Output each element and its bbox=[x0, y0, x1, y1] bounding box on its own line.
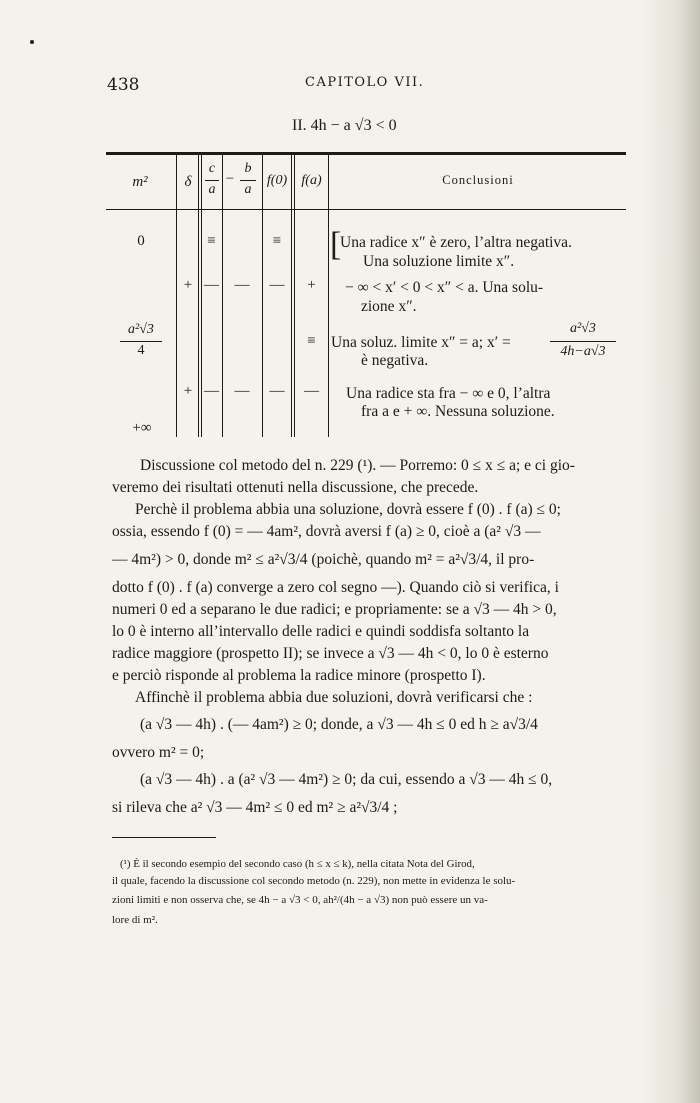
paragraph-2-line-4: dotto f (0) . f (a) converge a zero col segno —). Quando ciò si verifica, i bbox=[112, 579, 559, 596]
row4-minus-b-over-a: — bbox=[234, 383, 250, 399]
paragraph-3-line-1: Affinchè il problema abbia due soluzioni, dovrà verificarsi che : bbox=[135, 689, 533, 706]
footnote-line-2: il quale, facendo la discussione col secondo metodo (n. 229), non mette in evidenza le solu- bbox=[112, 875, 516, 887]
row3-fa: ≡ bbox=[307, 333, 316, 349]
paragraph-2-line-6: lo 0 è interno all’intervallo delle radici e quindi soddisfa soltanto la bbox=[112, 623, 530, 640]
row3-conclusion-line1: Una soluz. limite x″ = a; x′ = bbox=[331, 334, 511, 351]
table-column-divider bbox=[198, 155, 199, 437]
paragraph-1-line-1: Discussione col metodo del n. 229 (¹). — Porremo: 0 ≤ x ≤ a; e ci gio- bbox=[140, 457, 575, 474]
col-header-c-num: c bbox=[208, 161, 216, 176]
row4-fa: — bbox=[304, 383, 319, 399]
page-number: 438 bbox=[107, 75, 140, 95]
row1-m2: 0 bbox=[137, 233, 145, 249]
running-head: CAPITOLO VII. bbox=[305, 75, 425, 90]
row2-minus-b-over-a: — bbox=[234, 277, 250, 293]
fraction-bar bbox=[205, 180, 219, 181]
row1-conclusion-line2: Una soluzione limite x″. bbox=[363, 253, 515, 270]
row3-m2-numerator: a²√3 bbox=[128, 322, 154, 337]
ink-speck bbox=[30, 40, 34, 44]
row1-c-over-a: ≡ bbox=[207, 233, 216, 249]
col-header-delta: δ bbox=[184, 174, 192, 190]
row2-conclusion-line1: − ∞ < x′ < 0 < x″ < a. Una solu- bbox=[345, 279, 544, 296]
row3-fraction-numerator: a²√3 bbox=[570, 321, 596, 336]
row2-f0: — bbox=[269, 277, 285, 293]
table-top-rule bbox=[106, 152, 626, 155]
row3-m2-denominator: 4 bbox=[137, 343, 145, 358]
equation-1-tail: ovvero m² = 0; bbox=[112, 744, 205, 761]
footnote-line-3: zioni limiti e non osserva che, se 4h − a √3 < 0, ah²/(4h − a √3) non può essere un va- bbox=[112, 894, 488, 906]
row3-fraction-denominator: 4h−a√3 bbox=[560, 344, 606, 359]
col-header-conclusions: Conclusioni bbox=[442, 173, 514, 187]
bracket: [ bbox=[330, 226, 342, 263]
col-header-c-den: a bbox=[208, 182, 216, 197]
footnote-rule bbox=[112, 837, 216, 838]
row5-m2: +∞ bbox=[132, 420, 152, 436]
paragraph-2-line-5: numeri 0 ed a separano le due radici; e propriamente: se a √3 — 4h > 0, bbox=[112, 601, 557, 618]
row2-fa: + bbox=[307, 277, 316, 293]
paragraph-2-line-8: e perciò risponde al problema la radice minore (prospetto I). bbox=[112, 667, 486, 684]
minus-sign: − bbox=[225, 171, 235, 187]
page-edge-shadow bbox=[642, 0, 700, 1103]
col-header-fa: f(a) bbox=[301, 173, 322, 188]
row1-conclusion-line1: Una radice x″ è zero, l’altra negativa. bbox=[340, 234, 572, 251]
equation-1: (a √3 — 4h) . (— 4am²) ≥ 0; donde, a √3 — 4h ≤ 0 ed h ≥ a√3/4 bbox=[140, 716, 538, 733]
table-column-divider bbox=[328, 155, 329, 437]
section-heading: II. 4h − a √3 < 0 bbox=[292, 117, 397, 134]
footnote-line-1: (¹) È il secondo esempio del secondo caso (h ≤ x ≤ k), nella citata Nota del Girod, bbox=[120, 858, 475, 870]
table-column-divider bbox=[176, 155, 177, 437]
row4-conclusion-line2: fra a e + ∞. Nessuna soluzione. bbox=[361, 403, 555, 420]
fraction-bar bbox=[240, 180, 256, 181]
row4-f0: — bbox=[269, 383, 285, 399]
row1-f0: ≡ bbox=[272, 233, 282, 249]
col-header-b-den: a bbox=[244, 182, 252, 197]
row4-delta: + bbox=[183, 383, 193, 399]
col-header-b-num: b bbox=[244, 161, 252, 176]
table-header-rule bbox=[106, 209, 626, 210]
paragraph-2-line-7: radice maggiore (prospetto II); se invece a √3 — 4h < 0, lo 0 è esterno bbox=[112, 645, 549, 662]
row2-conclusion-line2: zione x″. bbox=[361, 298, 417, 315]
footnote-line-4: lore di m². bbox=[112, 914, 158, 926]
col-header-f0: f(0) bbox=[266, 173, 288, 188]
row4-c-over-a: — bbox=[204, 383, 219, 399]
row2-c-over-a: — bbox=[204, 277, 219, 293]
equation-2-tail: si rileva che a² √3 — 4m² ≤ 0 ed m² ≥ a²√3/4 ; bbox=[112, 799, 398, 816]
row4-conclusion-line1: Una radice sta fra − ∞ e 0, l’altra bbox=[346, 385, 551, 402]
row3-conclusion-line2: è negativa. bbox=[361, 352, 429, 369]
fraction-bar bbox=[550, 341, 616, 342]
paragraph-1-line-2: veremo dei risultati ottenuti nella discussione, che precede. bbox=[112, 479, 479, 496]
fraction-bar bbox=[120, 341, 162, 342]
paragraph-2-line-2: ossia, essendo f (0) = — 4am², dovrà aversi f (a) ≥ 0, cioè a (a² √3 — bbox=[112, 523, 541, 540]
col-header-m2: m² bbox=[132, 174, 148, 190]
row2-delta: + bbox=[183, 277, 193, 293]
paragraph-2-line-1: Perchè il problema abbia una soluzione, dovrà essere f (0) . f (a) ≤ 0; bbox=[135, 501, 561, 518]
paragraph-2-line-3: — 4m²) > 0, donde m² ≤ a²√3/4 (poichè, quando m² = a²√3/4, il pro- bbox=[112, 551, 535, 568]
equation-2: (a √3 — 4h) . a (a² √3 — 4m²) ≥ 0; da cui, essendo a √3 — 4h ≤ 0, bbox=[140, 771, 553, 788]
